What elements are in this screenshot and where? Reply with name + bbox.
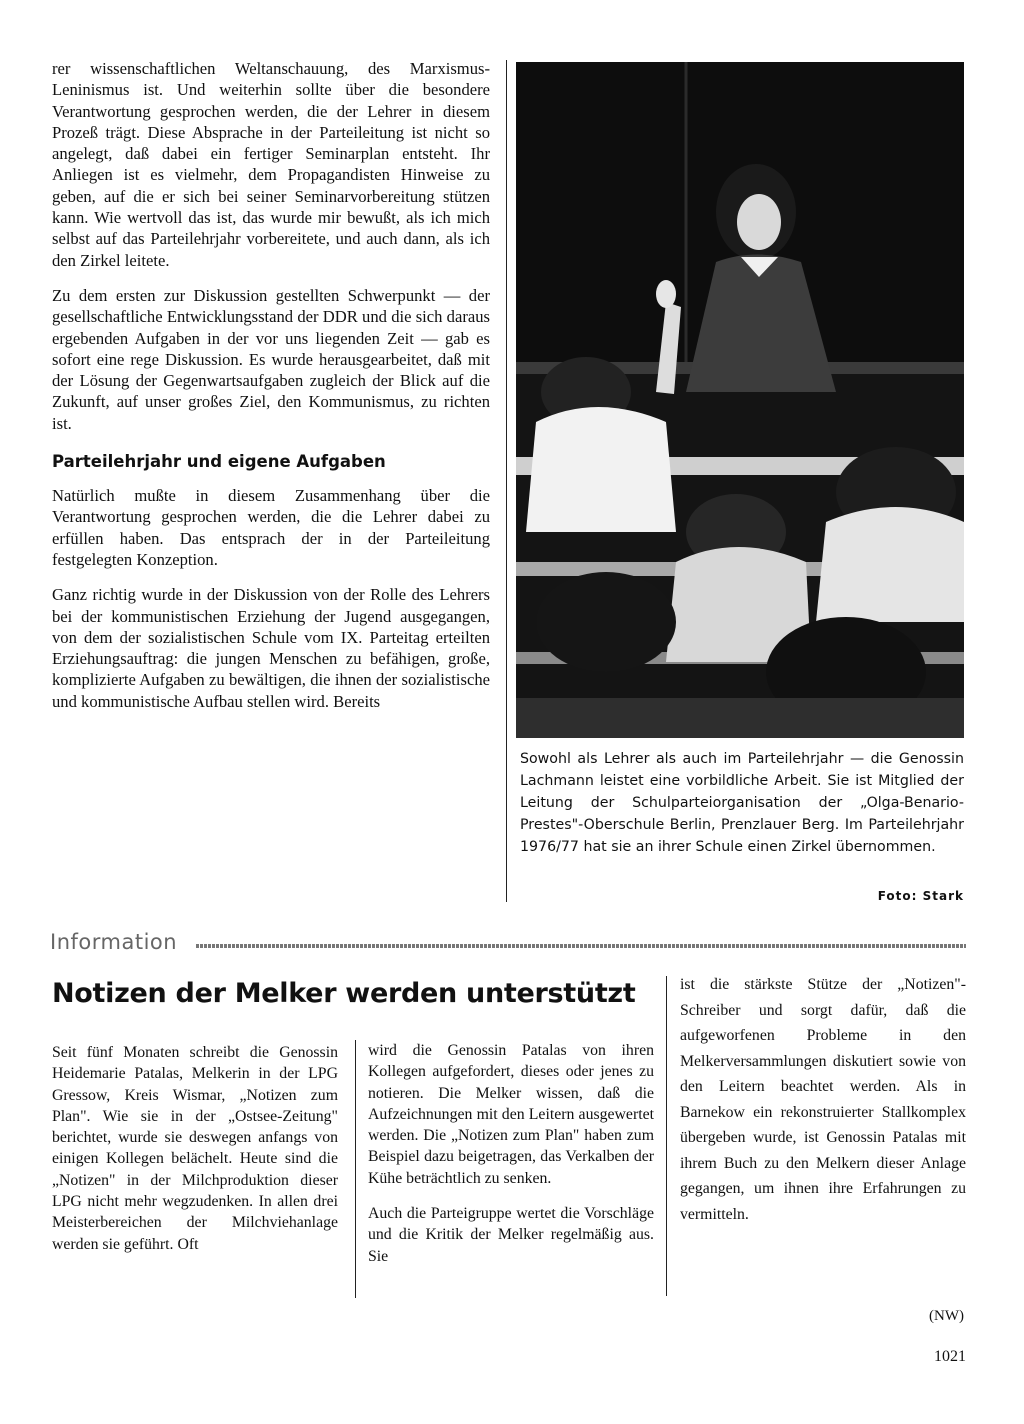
news-source: (NW) — [929, 1308, 964, 1324]
news-paragraph: Auch die Parteigruppe wertet die Vorschläge und die Kritik der Melker regelmäßig aus. Sie — [368, 1205, 654, 1265]
news-headline: Notizen der Melker werden unterstützt — [52, 978, 636, 1009]
article-paragraph: Ganz richtig wurde in der Diskussion von der Rolle des Lehrers bei der kommunistischen Erziehung der Jugend ausgegangen, von dem der sozialistischen Schule vom IX. Parteitag erteilten Erziehungsauftrag: die jungen Menschen zu befähigen, große, komplizierte Aufgaben zu bewältigen, die ihnen der sozialistische und kommunistische Aufbau stellen wird. Bereits — [52, 585, 490, 711]
article-subheading: Parteilehrjahr und eigene Aufgaben — [52, 452, 386, 472]
news-paragraph: Seit fünf Monaten schreibt die Genossin Heidemarie Patalas, Melkerin in der LPG Gressow, Kreis Wismar, „Notizen zum Plan". Wie sie in der „Ostsee-Zeitung" berichtet, wurde sie deswegen anfangs von einigen Kollegen belächelt. Heute sind die „Notizen" in der Milchproduktion dieser LPG nicht mehr wegzudenken. In allen drei Meisterbereichen der Milchviehanlage werden sie geführt. Oft — [52, 1044, 338, 1253]
column-divider — [506, 60, 507, 902]
article-paragraph: rer wissenschaftlichen Weltanschauung, des Marxismus-Leninismus ist. Und weiterhin sollte über die besondere Verantwortung gesprochen werden, die der Lehrer in diesem Prozeß trägt. Diese Absprache in der Parteileitung ist nicht so angelegt, daß dabei ein fertiger Seminarplan entsteht. Ihr Anliegen ist es vielmehr, dem Propagandisten Hinweise zu geben, auf die er sich bei seiner Seminarvorbereitung stützen kann. Wie wertvoll das ist, das wurde mir bewußt, als ich mich selbst auf das Parteilehrjahr vorbereitete, und auch dann, als ich den Zirkel leitete. — [52, 59, 490, 270]
section-rule — [196, 944, 966, 948]
article-paragraph: Natürlich mußte in diesem Zusammenhang über die Verantwortung gesprochen werden, die die Lehrer dabei zu erfüllen haben. Das entsprach der in der Parteileitung festgelegten Konzeption. — [52, 486, 490, 569]
classroom-photo — [516, 62, 964, 738]
classroom-photo-illustration — [516, 62, 964, 738]
news-column-1 — [52, 1042, 338, 1269]
photo-credit: Foto: Stark — [877, 889, 964, 903]
page-number: 1021 — [934, 1348, 966, 1365]
article-paragraph: Zu dem ersten zur Diskussion gestellten Schwerpunkt — der gesellschaftliche Entwicklungsstand der DDR und die sich daraus ergebenden Aufgaben in der vor uns liegenden Zeit — gab es sofort eine rege Diskussion. Es wurde herausgearbeitet, daß mit der Lösung der Gegenwartsaufgaben zugleich der Blick auf die Zukunft, auf unser großes Ziel, den Kommunismus, zu richten ist. — [52, 285, 490, 433]
news-paragraph: ist die stärkste Stütze der „Notizen"-Schreiber und sorgt dafür, daß die aufgeworfenen Probleme in den Melkerversammlungen diskutiert sowie von den Leitern beachtet werden. Als in Barnekow ein rekonstruierter Stallkomplex übergeben wurde, ist Genossin Patalas mit ihrem Buch zu den Melkern dieser Anlage gegangen, um ihnen ihre Erfahrungen zu vermitteln. — [680, 976, 966, 1223]
column-divider — [666, 976, 667, 1296]
section-label: Information — [50, 930, 178, 954]
article-left-column — [52, 58, 490, 726]
news-column-2 — [368, 1040, 654, 1281]
news-paragraph: wird die Genossin Patalas von ihren Kollegen aufgefordert, dieses oder jenes zu notieren. Die Melker wissen, daß die Aufzeichnungen mit den Leitern ausgewertet werden. Die „Notizen zum Plan" haben zum Beispiel dazu beigetragen, das Verkalben der Kühe beträchtlich zu senken. — [368, 1042, 654, 1187]
news-column-3 — [680, 972, 966, 1241]
photo-caption: Sowohl als Lehrer als auch im Parteilehrjahr — die Genossin Lachmann leistet eine vorbildliche Arbeit. Sie ist Mitglied der Leitung der Schulparteiorganisation der „Olga-Benario-Prestes"-Oberschule Berlin, Prenzlauer Berg. Im Parteilehrjahr 1976/77 hat sie an ihrer Schule einen Zirkel übernommen. — [520, 751, 964, 855]
column-divider — [355, 1040, 356, 1298]
